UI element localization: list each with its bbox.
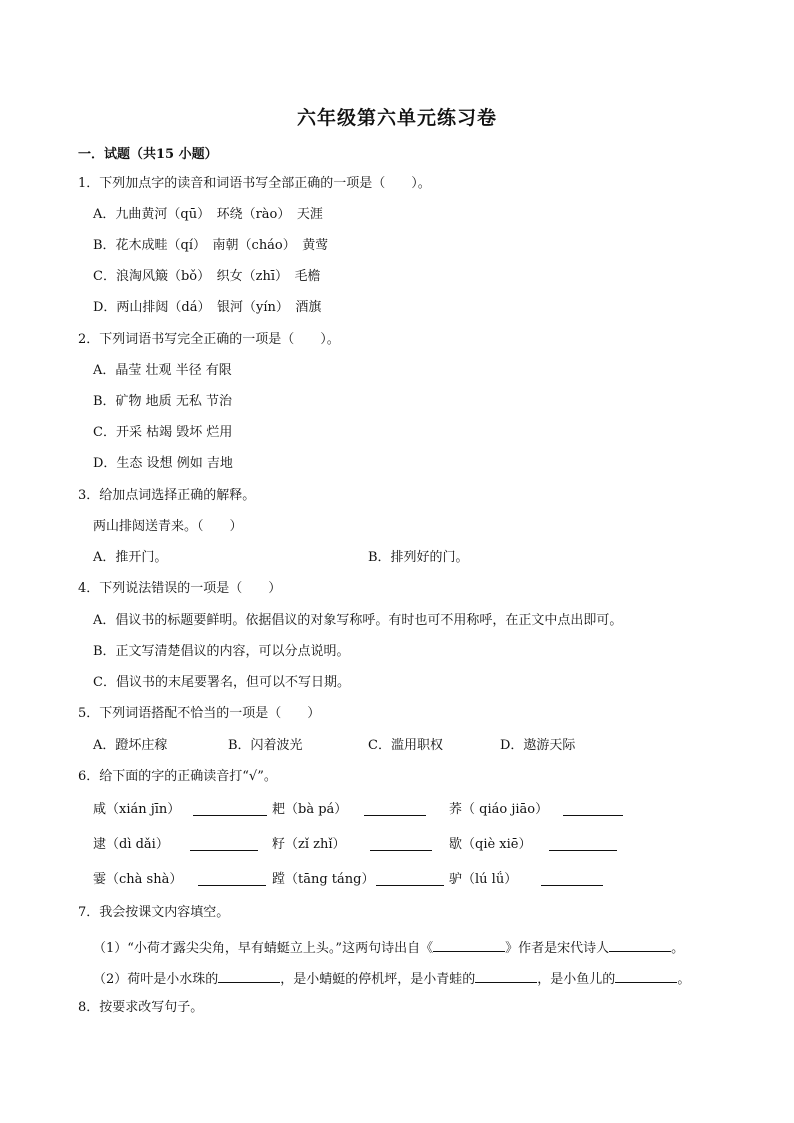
question-6-stem: 6．给下面的字的正确读音打“√”。 (78, 769, 277, 784)
question-2-option-c: C．开采 枯竭 毁坏 烂用 (93, 425, 233, 440)
question-3-option-b: B．排列好的门。 (368, 550, 469, 565)
pinyin-item: 歇（qiè xiē） (449, 837, 532, 852)
question-7-stem: 7．我会按课文内容填空。 (78, 905, 230, 920)
pinyin-item: 籽（zǐ zhǐ） (272, 837, 346, 852)
answer-blank[interactable] (370, 836, 432, 851)
question-4-option-b: B．正文写清楚倡议的内容，可以分点说明。 (93, 644, 350, 659)
pinyin-item: 耙（bà pá） (272, 802, 348, 817)
question-7-line-2 (93, 968, 690, 989)
question-2-option-b: B．矿物 地质 无私 节治 (93, 394, 232, 409)
question-7-line-1 (93, 937, 684, 958)
fill-text: 》作者是宋代诗人 (505, 941, 610, 956)
pinyin-item: 逮（dì dǎi） (93, 837, 169, 852)
question-1-option-a: A．九曲黄河（qū） 环绕（rào） 天涯 (93, 207, 323, 222)
fill-text: ，是小蜻蜓的停机坪，是小青蛙的 (280, 972, 476, 987)
fill-text: （2）荷叶是小水珠的 (93, 972, 219, 987)
question-2-option-d: D．生态 设想 例如 吉地 (93, 456, 233, 471)
answer-blank[interactable] (218, 968, 280, 983)
answer-blank[interactable] (193, 801, 267, 816)
question-2-option-a: A．晶莹 壮观 半径 有限 (93, 363, 232, 378)
answer-blank[interactable] (615, 968, 677, 983)
answer-blank[interactable] (198, 871, 266, 886)
fill-text: 。 (671, 941, 685, 956)
answer-blank[interactable] (376, 871, 444, 886)
fill-text: ，是小鱼儿的 (537, 972, 616, 987)
question-1-option-c: C．浪淘风簸（bǒ） 织女（zhī） 毛檐 (93, 269, 321, 284)
answer-blank[interactable] (609, 937, 671, 952)
answer-blank[interactable] (475, 968, 537, 983)
pinyin-item: 蹚（tāng táng） (272, 872, 375, 887)
question-5-stem: 5．下列词语搭配不恰当的一项是（ ） (78, 706, 321, 721)
question-4-stem: 4．下列说法错误的一项是（ ） (78, 581, 282, 596)
pinyin-item: 荞（ qiáo jiāo） (449, 802, 549, 817)
question-5-option-b: B．闪着波光 (228, 738, 303, 753)
question-1-stem: 1．下列加点字的读音和词语书写全部正确的一项是（ ）。 (78, 176, 431, 191)
question-1-option-b: B．花木成畦（qí） 南朝（cháo） 黄莺 (93, 238, 329, 253)
answer-blank[interactable] (549, 836, 617, 851)
answer-blank[interactable] (433, 937, 505, 952)
page-title: 六年级第六单元练习卷 (296, 107, 497, 129)
fill-text: （1）“小荷才露尖尖角，早有蜻蜓立上头。”这两句诗出自《 (93, 941, 434, 956)
pinyin-item: 霎（chà shà） (93, 872, 183, 887)
question-5-option-d: D．遨游天际 (500, 738, 576, 753)
answer-blank[interactable] (190, 836, 258, 851)
pinyin-item: 驴（lú lǘ） (449, 872, 518, 887)
pinyin-item: 咸（xián jīn） (93, 802, 181, 817)
question-3-sentence: 两山排闼送青来。（ ） (93, 519, 243, 534)
question-4-option-a: A．倡议书的标题要鲜明。依据倡议的对象写称呼。有时也可不用称呼，在正文中点出即可。 (93, 613, 623, 628)
answer-blank[interactable] (364, 801, 426, 816)
question-8-stem: 8．按要求改写句子。 (78, 1000, 204, 1015)
question-1-option-d: D．两山排闼（dá） 银河（yín） 酒旗 (93, 300, 322, 315)
section-heading: 一．试题（共15 小题） (78, 147, 218, 162)
question-3-option-a: A．推开门。 (93, 550, 168, 565)
answer-blank[interactable] (563, 801, 623, 816)
fill-text: 。 (677, 972, 691, 987)
question-5-option-a: A．蹬坏庄稼 (93, 738, 168, 753)
answer-blank[interactable] (541, 871, 603, 886)
question-4-option-c: C．倡议书的末尾要署名，但可以不写日期。 (93, 675, 350, 690)
question-2-stem: 2．下列词语书写完全正确的一项是（ ）。 (78, 332, 340, 347)
question-3-stem: 3．给加点词选择正确的解释。 (78, 488, 256, 503)
question-5-option-c: C．滥用职权 (368, 738, 443, 753)
